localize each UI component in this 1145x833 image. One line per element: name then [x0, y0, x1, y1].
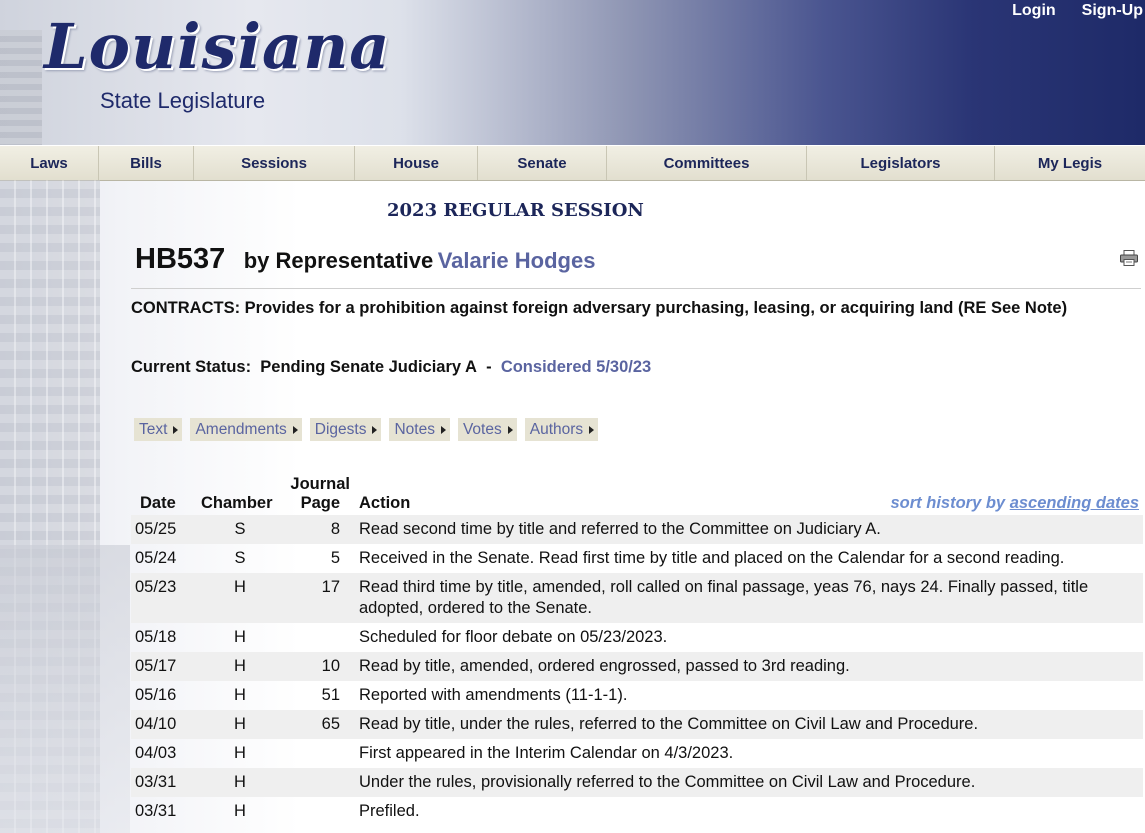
history-action: Read by title, under the rules, referred to the Committee on Civil Law and Procedure.: [359, 715, 979, 733]
table-row: [131, 515, 1143, 544]
table-row: [131, 797, 1143, 826]
arrow-right-icon: [589, 426, 594, 434]
tab-label: Votes: [462, 421, 502, 438]
status-link[interactable]: Considered 5/30/23: [500, 358, 652, 376]
history-chamber: H: [234, 802, 246, 820]
arrow-right-icon: [293, 426, 298, 434]
tab-label: Notes: [394, 421, 435, 438]
history-date: 05/17: [135, 657, 177, 675]
nav-legislators[interactable]: Legislators: [807, 146, 995, 180]
history-table: [131, 465, 1143, 826]
history-chamber: H: [234, 657, 246, 675]
history-date: 05/25: [135, 520, 177, 538]
history-chamber: H: [234, 686, 246, 704]
table-row: [131, 652, 1143, 681]
history-chamber: H: [234, 628, 246, 646]
table-row: [131, 681, 1143, 710]
bill-by-label: by Representative: [243, 248, 434, 273]
nav-house[interactable]: House: [355, 146, 478, 180]
arrow-right-icon: [508, 426, 513, 434]
tab-authors[interactable]: [525, 418, 598, 441]
site-header: [0, 0, 1145, 145]
history-action: Reported with amendments (11-1-1).: [359, 686, 628, 704]
main-nav: [0, 145, 1145, 181]
divider: [131, 288, 1141, 289]
col-action: Action: [359, 494, 411, 512]
tab-label: Digests: [314, 421, 367, 438]
nav-senate[interactable]: Senate: [478, 146, 607, 180]
tab-text[interactable]: [134, 418, 182, 441]
capitol-building-image: [0, 30, 42, 145]
col-page: Page: [300, 494, 340, 512]
sort-history: [891, 494, 1140, 513]
history-action: Read by title, amended, ordered engrossed, passed to 3rd reading.: [359, 657, 850, 675]
sort-prefix: sort history by: [890, 494, 1006, 512]
bill-subject: CONTRACTS: Provides for a prohibition against foreign adversary purchasing, leasing, or acquiring land (RE See Note): [131, 299, 1068, 317]
nav-committees[interactable]: Committees: [607, 146, 807, 180]
history-journal-page: 51: [321, 686, 340, 704]
col-date: Date: [140, 494, 176, 512]
printer-icon[interactable]: [1120, 250, 1138, 266]
history-rows: [131, 515, 1143, 826]
nav-my-legis[interactable]: My Legis: [1037, 154, 1103, 172]
current-status: [131, 358, 651, 377]
background-building-base: [0, 545, 130, 833]
status-separator: -: [486, 358, 492, 376]
logo-title[interactable]: Louisiana: [44, 10, 391, 83]
bill-number: HB537: [135, 243, 226, 275]
history-journal-page: 5: [330, 549, 340, 567]
history-journal-page: 17: [321, 578, 340, 596]
history-date: 05/24: [135, 549, 177, 567]
status-label: Current Status:: [131, 358, 252, 376]
table-row: [131, 768, 1143, 797]
history-date: 04/10: [135, 715, 177, 733]
history-chamber: S: [234, 549, 246, 567]
history-chamber: H: [234, 715, 246, 733]
history-journal-page: 65: [321, 715, 340, 733]
nav-bills[interactable]: Bills: [99, 146, 194, 180]
nav-laws[interactable]: Laws: [0, 146, 99, 180]
tab-label: Text: [139, 421, 168, 438]
arrow-right-icon: [372, 426, 377, 434]
col-journal: Journal: [290, 475, 350, 493]
bill-heading: [135, 243, 595, 276]
tab-notes[interactable]: [389, 418, 450, 441]
history-header: [131, 465, 1143, 515]
history-chamber: H: [234, 578, 246, 596]
tab-amendments[interactable]: [190, 418, 301, 441]
tab-votes[interactable]: [458, 418, 517, 441]
table-row: [131, 623, 1143, 652]
table-row: [131, 573, 1143, 623]
col-chamber: Chamber: [201, 494, 273, 512]
history-journal-page: 10: [321, 657, 340, 675]
signup-link[interactable]: Sign-Up: [1081, 2, 1143, 19]
sort-ascending-link[interactable]: ascending dates: [1009, 494, 1139, 512]
arrow-right-icon: [173, 426, 178, 434]
table-row: [131, 739, 1143, 768]
history-chamber: S: [234, 520, 246, 538]
login-link[interactable]: Login: [1012, 2, 1056, 19]
tab-label: Authors: [529, 421, 584, 438]
logo-subtitle[interactable]: State Legislature: [100, 88, 266, 113]
history-date: 05/16: [135, 686, 177, 704]
tab-label: Amendments: [195, 421, 287, 438]
history-chamber: H: [234, 744, 246, 762]
history-action: Scheduled for floor debate on 05/23/2023.: [359, 628, 668, 646]
history-action: Prefiled.: [359, 802, 420, 820]
history-date: 03/31: [135, 802, 177, 820]
history-action: Read third time by title, amended, roll called on final passage, yeas 76, nays 24. Finally passed, title adopted, ordered to the Senate.: [359, 578, 1089, 617]
history-chamber: H: [234, 773, 246, 791]
history-journal-page: 8: [330, 520, 340, 538]
table-row: [131, 710, 1143, 739]
history-date: 05/23: [135, 578, 177, 596]
nav-sessions[interactable]: Sessions: [194, 146, 355, 180]
status-value: Pending Senate Judiciary A: [260, 358, 477, 376]
history-date: 05/18: [135, 628, 177, 646]
tab-digests[interactable]: [310, 418, 382, 441]
account-links: [1012, 2, 1145, 20]
author-link[interactable]: Valarie Hodges: [437, 248, 596, 273]
history-action: Received in the Senate. Read first time by title and placed on the Calendar for a second reading.: [359, 549, 1065, 567]
history-date: 03/31: [135, 773, 177, 791]
session-title: 2023 REGULAR SESSION: [387, 200, 644, 221]
history-date: 04/03: [135, 744, 177, 762]
table-row: [131, 544, 1143, 573]
history-action: Under the rules, provisionally referred to the Committee on Civil Law and Procedure.: [359, 773, 976, 791]
history-action: First appeared in the Interim Calendar on 4/3/2023.: [359, 744, 734, 762]
history-action: Read second time by title and referred to the Committee on Judiciary A.: [359, 520, 881, 538]
document-tabs: [134, 418, 598, 441]
arrow-right-icon: [441, 426, 446, 434]
